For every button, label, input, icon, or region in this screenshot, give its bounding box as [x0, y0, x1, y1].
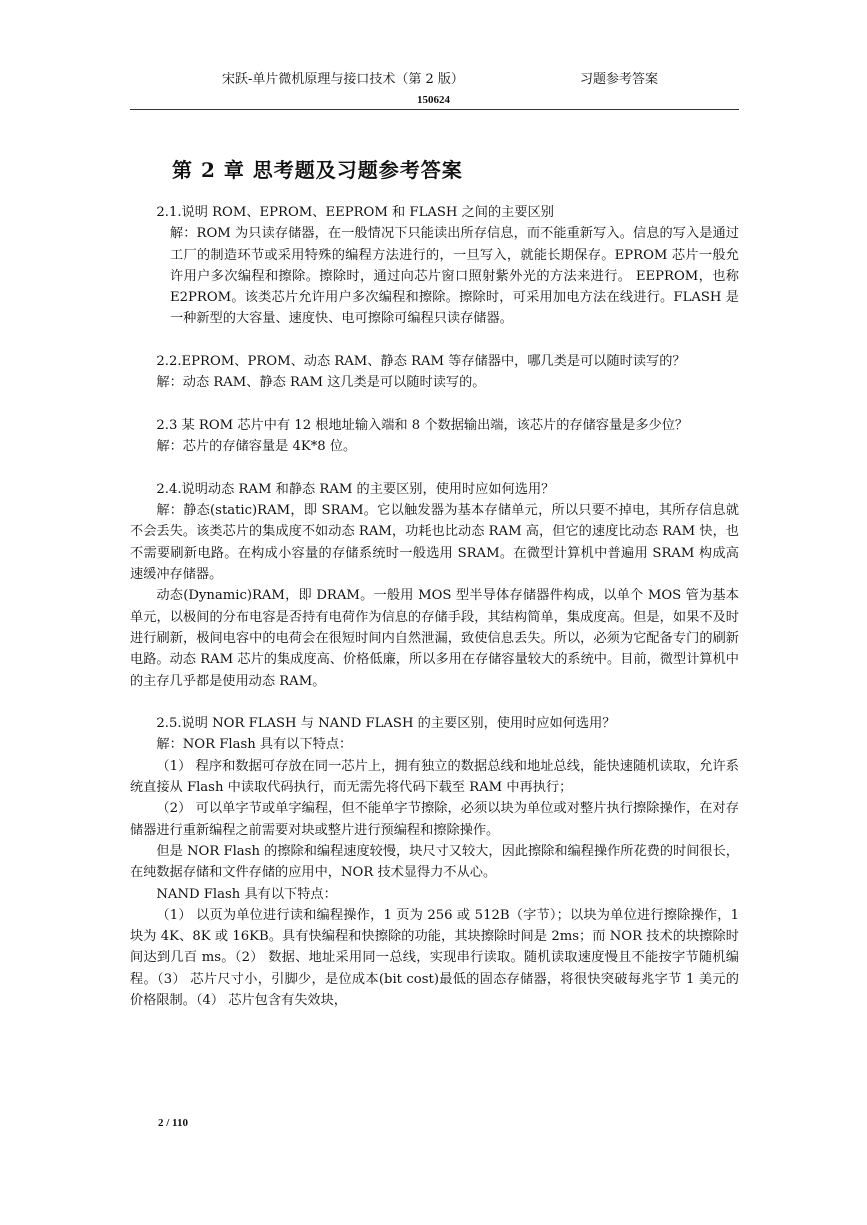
spacer — [130, 394, 739, 415]
answer-2-3: 解：芯片的存储容量是 4K*8 位。 — [156, 439, 357, 455]
page-header — [0, 64, 867, 114]
answer-2-5-nor-2: （2） 可以单字节或单字编程，但不能单字节擦除，必须以块为单位或对整片执行擦除操作，在对存储器进行重新编程之前需要对块或整片进行预编程和擦除操作。 — [130, 801, 739, 838]
header-section-title: 习题参考答案 — [580, 72, 659, 87]
question-2-1: 2.1.说明 ROM、EPROM、EEPROM 和 FLASH 之间的主要区别 — [156, 205, 554, 220]
spacer — [130, 330, 739, 351]
question-2-3: 2.3 某 ROM 芯片中有 12 根地址输入端和 8 个数据输出端，该芯片的存储容量是多少位？ — [156, 417, 689, 433]
spacer — [130, 692, 739, 713]
question-2-2: 2.2.EPROM、PROM、动态 RAM、静态 RAM 等存储器中，哪几类是可以随时读写的？ — [156, 354, 686, 370]
question-2-5: 2.5.说明 NOR FLASH 与 NAND FLASH 的主要区别，使用时应如何选用？ — [156, 716, 616, 732]
spacer — [130, 458, 739, 479]
answer-2-5-nor-intro: 解：NOR Flash 具有以下特点： — [156, 737, 353, 753]
answer-2-4-dram: 动态(Dynamic)RAM，即 DRAM。一般用 MOS 型半导体存储器件构成，以单个 MOS 管为基本单元，以极间的分布电容是否持有电荷作为信息的存储手段，其结构简单，集成度高。但是，如果不及时进行刷新，极间电容中的电荷会在很短时间内自然泄漏，致使信息丢失。所以，必须为它配备专门的刷新电路。动态 RAM 芯片的集成度高、价格低廉，所以多用在存储容量较大的系统中。目前，微型计算机中的主存几乎都是使用动态 RAM。 — [130, 588, 739, 689]
answer-2-4-sram: 解：静态(static)RAM，即 SRAM。它以触发器为基本存储单元，所以只要不掉电，其所存信息就不会丢失。该类芯片的集成度不如动态 RAM，功耗也比动态 RAM 高，但它的速度比动态 RAM 快，也不需要刷新电路。在构成小容量的存储系统时一般选用 SRAM。在微型计算机中普遍用 SRAM 构成高速缓冲存储器。 — [130, 503, 739, 583]
page-number: 2 / 110 — [158, 1117, 188, 1129]
answer-2-5-nor-1: （1） 程序和数据可存放在同一芯片上，拥有独立的数据总线和地址总线，能快速随机读取，允许系统直接从 Flash 中读取代码执行，而无需先将代码下载至 RAM 中再执行； — [130, 758, 739, 796]
header-code: 150624 — [417, 94, 450, 106]
answer-2-5-nand-features: （1） 以页为单位进行读和编程操作，1 页为 256 或 512B（字节）；以块为单位进行擦除操作，1 块为 4K、8K 或 16KB。具有快编程和快擦除的功能，其块擦除时间是 2ms；而 NOR 技术的块擦除时间达到几百 ms。（2） 数据、地址采用同一总线，实现串行读取。随机读取速度慢且不能按字节随机编程。（3） 芯片尺寸小，引脚少，是位成本(bit cost)最低的固态存储器，将很快突破每兆字节 1 美元的价格限制。（4） 芯片包含有失效块， — [130, 907, 739, 1008]
header-book-title: 宋跃-单片微机原理与接口技术（第 2 版） — [222, 72, 464, 87]
chapter-title: 第 2 章 思考题及习题参考答案 — [172, 158, 463, 182]
document-body — [130, 202, 739, 1011]
answer-2-2: 解：动态 RAM、静态 RAM 这几类是可以随时读写的。 — [156, 375, 486, 391]
header-divider — [130, 109, 739, 110]
answer-2-1: 解：ROM 为只读存储器，在一般情况下只能读出所存信息，而不能重新写入。信息的写入是通过工厂的制造环节或采用特殊的编程方法进行的，一旦写入，就能长期保存。EPROM 芯片一般允许用户多次编程和擦除。擦除时，通过向芯片窗口照射紫外光的方法来进行。 EEPROM，也称 E2PROM。该类芯片允许用户多次编程和擦除。擦除时，可采用加电方法在线进行。FLASH 是一种新型的大容量、速度快、电可擦除可编程只读存储器。 — [170, 226, 739, 327]
answer-2-5-nand-intro: NAND Flash 具有以下特点： — [156, 886, 337, 902]
answer-2-5-nor-drawback: 但是 NOR Flash 的擦除和编程速度较慢，块尺寸又较大，因此擦除和编程操作所花费的时间很长，在纯数据存储和文件存储的应用中，NOR 技术显得力不从心。 — [130, 843, 739, 881]
question-2-4: 2.4.说明动态 RAM 和静态 RAM 的主要区别，使用时应如何选用？ — [156, 481, 555, 497]
